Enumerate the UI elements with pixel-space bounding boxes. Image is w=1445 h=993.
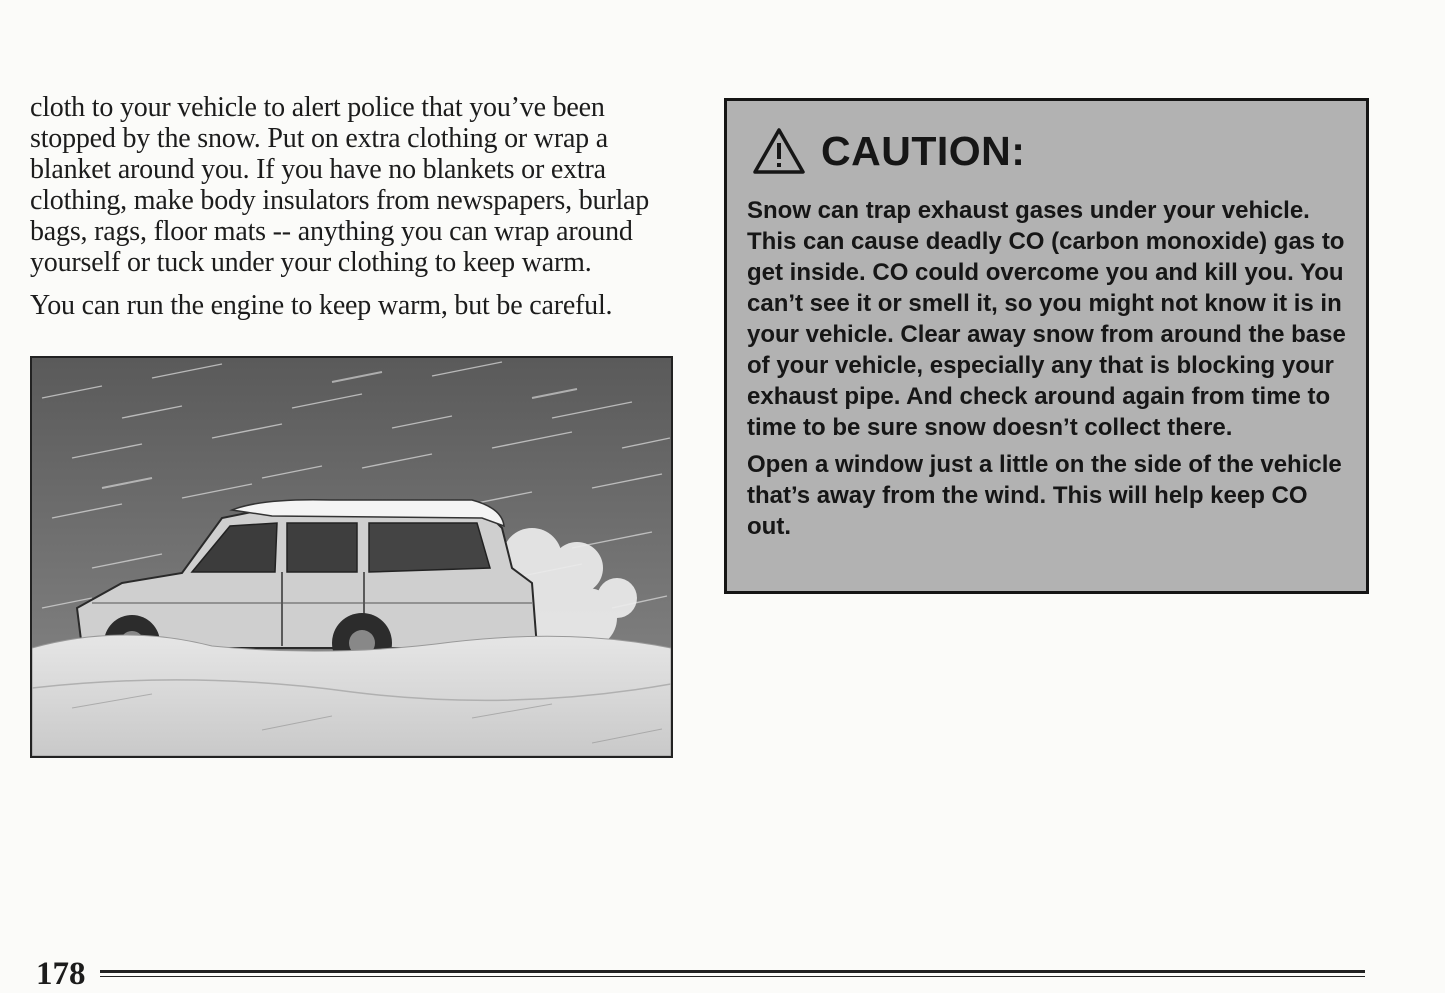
caution-paragraph: Snow can trap exhaust gases under your vehicle. This can cause deadly CO (carbon monoxide) gas to get inside. CO could overcome you and kill you. You can’t see it or smell it, so you might not know it is in your vehicle. Clear away snow from around the base of your vehicle, especially any that is blocking your exhaust pipe. And check around again from time to time to be sure snow doesn’t collect there.	[747, 197, 1346, 441]
body-paragraph: You can run the engine to keep warm, but be careful.	[30, 290, 613, 321]
caution-box	[724, 98, 1369, 594]
snowbound-car-illustration	[30, 356, 673, 758]
caution-header	[753, 115, 1348, 187]
caution-title: CAUTION:	[821, 127, 1026, 174]
page-number: 178	[36, 956, 86, 992]
caution-body	[747, 195, 1348, 542]
warning-triangle-icon	[753, 127, 805, 175]
footer-rule	[100, 970, 1365, 977]
caution-paragraph: Open a window just a little on the side of the vehicle that’s away from the wind. This will help keep CO out.	[747, 451, 1342, 540]
body-paragraph: cloth to your vehicle to alert police that you’ve been stopped by the snow. Put on extra clothing or wrap a blanket around you. If you have no blankets or extra clothing, make body insulators from newspapers, burlap bags, rags, floor mats -- anything you can wrap around yourself or tuck under your clothing to keep warm.	[30, 92, 650, 278]
left-column-text	[30, 92, 680, 333]
